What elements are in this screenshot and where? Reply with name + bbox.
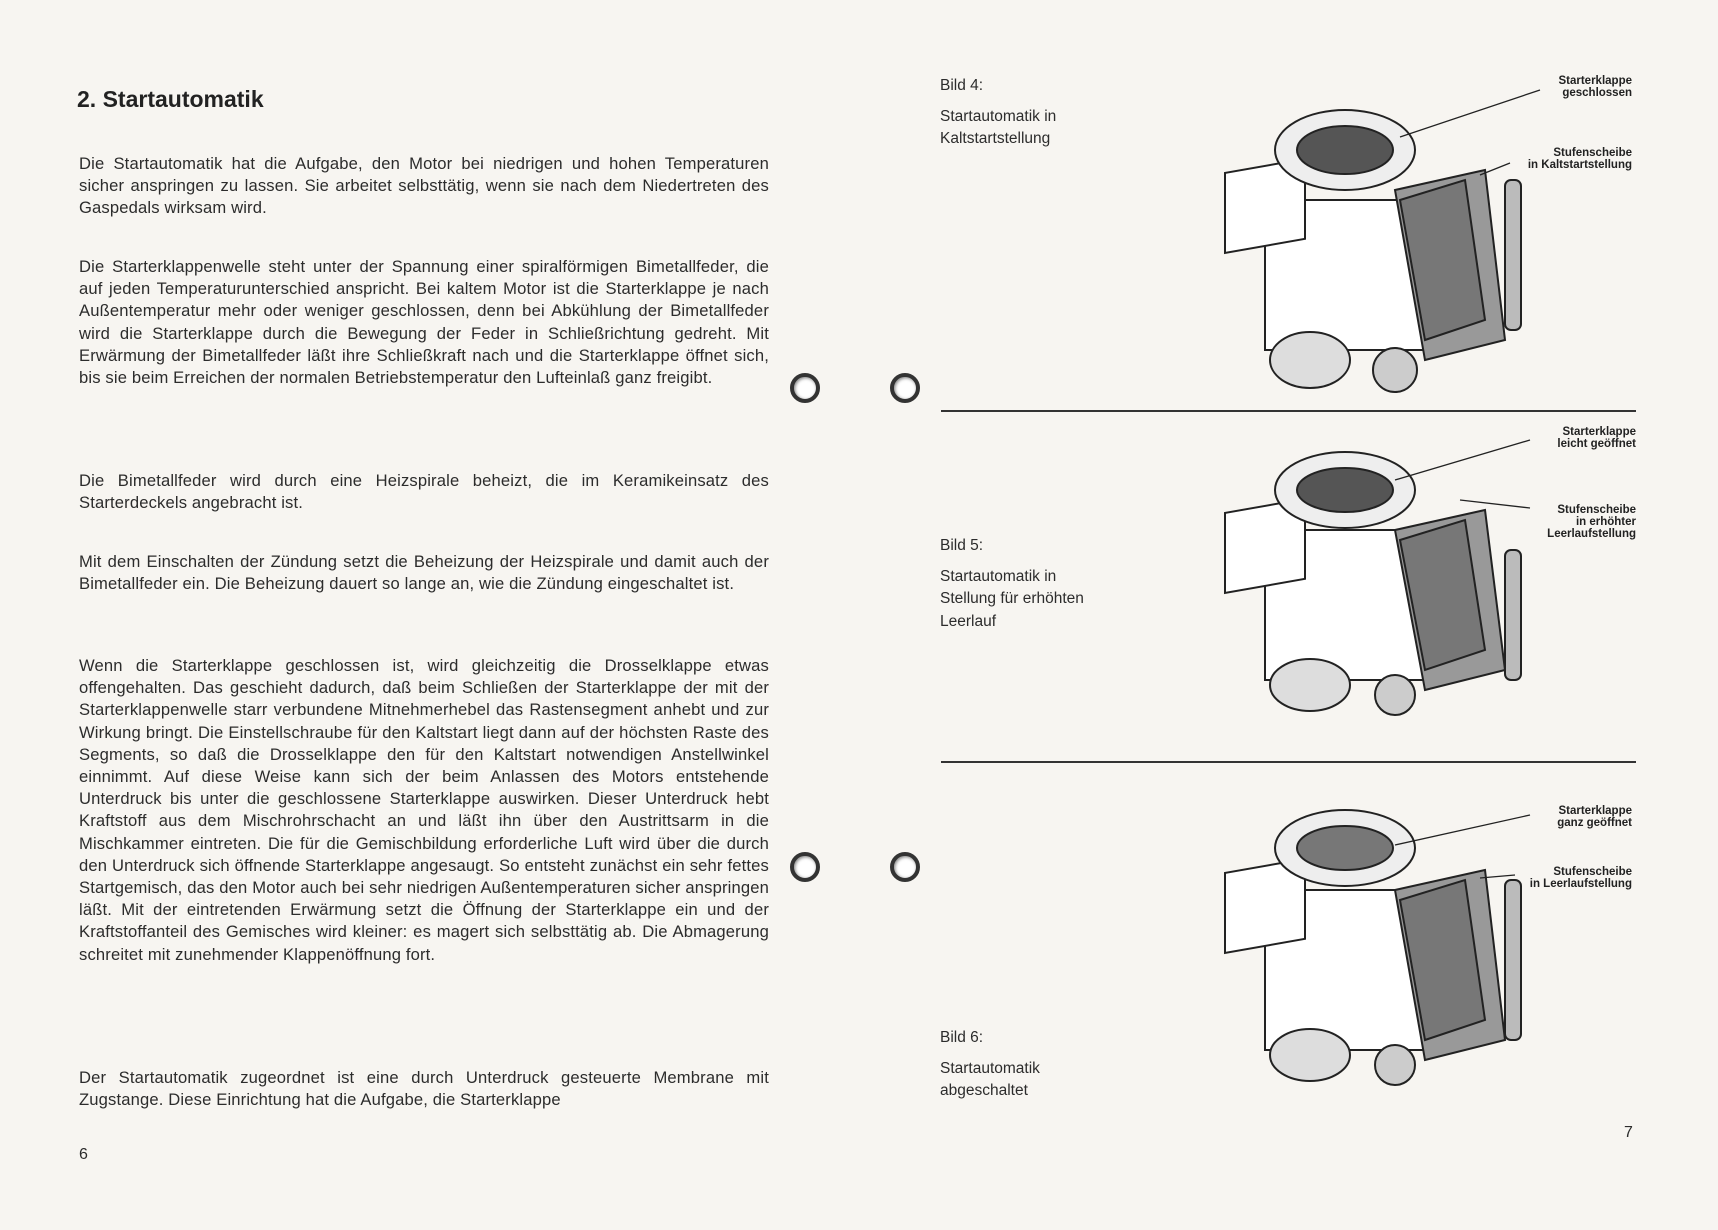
callout-line: Stufenscheibe (1557, 504, 1636, 516)
callout-line: Stufenscheibe (1553, 147, 1632, 159)
figure-6-caption-line: Startautomatik (940, 1059, 1040, 1077)
figure-5-label: Bild 5: (940, 537, 984, 554)
callout-starterklappe-4 (1558, 75, 1632, 99)
section-heading: 2. Startautomatik (77, 86, 264, 112)
callout-line: in Kaltstartstellung (1527, 159, 1632, 171)
paragraph-1: Die Startautomatik hat die Aufgabe, den Motor bei niedrigen und hohen Temperaturen sicher anspringen zu lassen. Sie arbeitet selbsttätig, wenn sie nach dem Niedertreten des Gaspedals wirksam wird. (79, 154, 769, 218)
page-number-right: 7 (1624, 1124, 1633, 1141)
callout-line: Starterklappe (1558, 75, 1632, 87)
figure-6-caption-line: abgeschaltet (940, 1082, 1028, 1099)
callout-line: Starterklappe (1558, 805, 1632, 817)
paragraph-3: Die Bimetallfeder wird durch eine Heizspirale beheizt, die im Keramikeinsatz des Starterdeckels angebracht ist. (79, 471, 769, 513)
paragraph-2: Die Starterklappenwelle steht unter der Spannung einer spiralförmigen Bimetallfeder, die auf jeden Temperaturunterschied anspricht. Bei kaltem Motor ist die Starterklappe je nach Außentemperatur mehr oder weniger geschlossen, denn bei Abkühlung der Bimetallfeder wird die Starterklappe durch die Bewegung der Feder in Schließrichtung gedreht. Mit Erwärmung der Bimetallfeder läßt ihre Schließkraft nach und die Starterklappe öffnet sich, bis sie beim Erreichen der normalen Betriebstemperatur den Lufteinlaß ganz freigibt. (79, 257, 769, 388)
callout-line: ganz geöffnet (1557, 817, 1632, 829)
callout-stufenscheibe-4 (1528, 147, 1632, 171)
callout-line: Starterklappe (1562, 426, 1636, 438)
callout-line: Leerlaufstellung (1547, 528, 1636, 540)
callout-line: in erhöhter (1575, 516, 1636, 528)
callout-starterklappe-5 (1557, 426, 1636, 450)
paragraph-4: Mit dem Einschalten der Zündung setzt die Beheizung der Heizspirale und damit auch der Bimetallfeder ein. Die Beheizung dauert so lange an, wie die Zündung eingeschaltet ist. (79, 552, 769, 594)
figure-4-caption-line: Kaltstartstellung (940, 130, 1051, 147)
paragraph-5: Wenn die Starterklappe geschlossen ist, wird gleichzeitig die Drosselklappe etwas offengehalten. Das geschieht dadurch, daß beim Schließen der Starterklappe der mit der Starterklappenwelle starr verbundene Mitnehmerhebel das Rastensegment anhebt und zur Wirkung bringt. Die Einstellschraube für den Kaltstart liegt dann auf der höchsten Raste des Segments, so daß die Drosselklappe den für den Kaltstart notwendigen Anstellwinkel einnimmt. Auf diese Weise kann sich der beim Anlassen des Motors entstehende Unterdruck bis unter die geschlossene Starterklappe auswirken. Dieser Unterdruck hebt Kraftstoff aus dem Mischrohrschacht an und läßt ihn über den Austrittsarm in die Mischkammer eintreten. Die für die Gemischbildung erforderliche Luft wird über die durch den Unterdruck sich öffnende Starterklappe angesaugt. So entsteht zunächst ein sehr fettes Startgemisch, das den Motor auch bei sehr niedrigen Außentemperaturen sicher anspringen läßt. Mit der eintretenden Erwärmung setzt die Öffnung der Starterklappe ein und der Kraftstoffanteil des Gemisches wird kleiner: es magert sich selbsttätig ab. Die Abmagerung schreitet mit zunehmender Klappenöffnung fort. (79, 656, 769, 964)
figure-4-caption-line: Startautomatik in (940, 107, 1057, 125)
callout-line: geschlossen (1562, 87, 1632, 99)
figure-5-caption-line: Startautomatik in (940, 567, 1057, 585)
callout-line: in Leerlaufstellung (1529, 878, 1632, 890)
figure-5-caption-line: Stellung für erhöhten (940, 590, 1084, 607)
figure-6-label: Bild 6: (940, 1029, 984, 1046)
figure-5-caption-line: Leerlauf (940, 612, 997, 630)
callout-starterklappe-6 (1557, 805, 1632, 829)
callout-stufenscheibe-5 (1547, 504, 1636, 540)
page-number-left: 6 (79, 1146, 88, 1163)
callout-stufenscheibe-6 (1530, 866, 1632, 890)
callout-line: Stufenscheibe (1553, 866, 1632, 878)
callout-line: leicht geöffnet (1557, 438, 1636, 450)
figure-4-label: Bild 4: (940, 77, 984, 94)
paragraph-6: Der Startautomatik zugeordnet ist eine durch Unterdruck gesteuerte Membrane mit Zugstange. Diese Einrichtung hat die Aufgabe, die Starterklappe (79, 1068, 769, 1110)
